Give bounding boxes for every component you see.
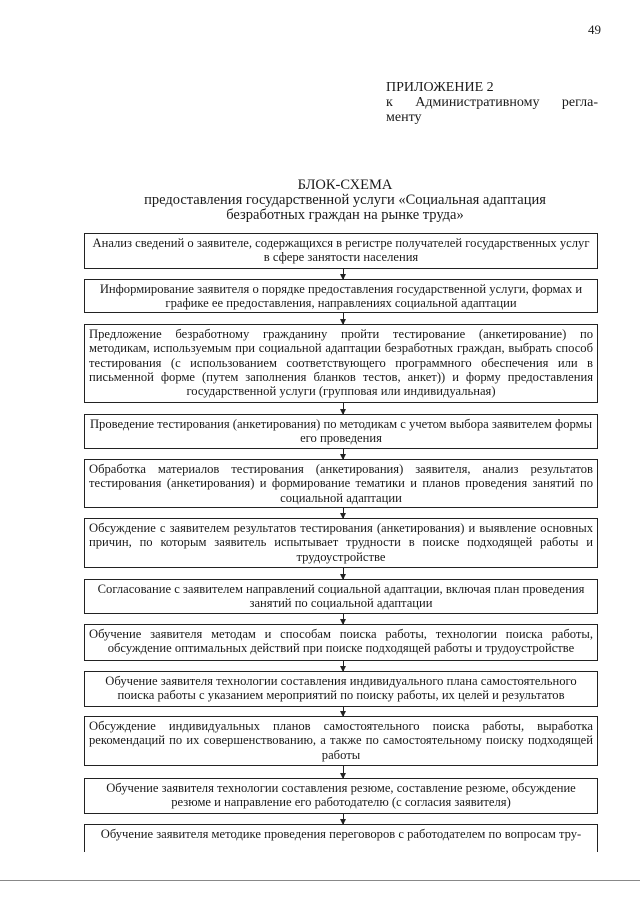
flow-arrow-4 — [343, 449, 344, 459]
appendix-title: ПРИЛОЖЕНИЕ 2 — [386, 80, 494, 95]
flow-step-8: Обучение заявителя методам и способам поиска работы, технологии поиска работы, обсуждение оптимальных действий при поиске подходящей работы и трудоустройстве — [84, 624, 598, 661]
flowchart-title: БЛОК-СХЕМА — [297, 177, 393, 193]
flow-arrow-8 — [343, 661, 344, 671]
flow-arrow-5 — [343, 508, 344, 518]
flow-step-5: Обработка материалов тестирования (анкетирования) заявителя, анализ результатов тестирования (анкетирования) и формирование тематики и планов проведения занятий по социальной адаптации — [84, 459, 598, 508]
flow-step-2: Информирование заявителя о порядке предоставления государственной услуги, формах и графике ее предоставления, направлениях социальной адаптации — [84, 279, 598, 313]
flow-step-12: Обучение заявителя методике проведения переговоров с работодателем по вопросам тру- — [84, 824, 598, 852]
flow-step-9: Обучение заявителя технологии составления индивидуального плана самостоятельного поиска работы с указанием мероприятий по поиску работы, их целей и результатов — [84, 671, 598, 707]
flow-arrow-6 — [343, 568, 344, 579]
flow-step-3: Предложение безработному гражданину пройти тестирование (анкетирование) по методикам, используемым при социальной адаптации безработных граждан, выбрать способ тестирования (с использованием соответствующего программного обеспечения или в письменной форме (путем заполнения бланков тестов, анкет)) и форму предоставления государственной услуги (групповая или индивидуальная) — [84, 324, 598, 403]
flow-arrow-1 — [343, 269, 344, 279]
page-number: 49 — [588, 22, 601, 37]
flow-arrow-10 — [343, 766, 344, 778]
flow-step-10: Обсуждение индивидуальных планов самостоятельного поиска работы, выработка рекомендаций по их совершенствованию, а также по самостоятельному поиску подходящей работы — [84, 716, 598, 766]
flow-arrow-7 — [343, 614, 344, 624]
flow-step-1: Анализ сведений о заявителе, содержащихся в регистре получателей государственных услуг в сфере занятости населения — [84, 233, 598, 269]
appendix-line-2: к Административному регла- — [386, 95, 598, 110]
flow-arrow-9 — [343, 707, 344, 716]
appendix-line-3: менту — [386, 110, 422, 125]
page-edge-line — [0, 880, 640, 881]
flowchart-subtitle: предоставления государственной услуги «Социальная адаптация безработных граждан на рынке труда» — [144, 192, 546, 223]
flow-step-7: Согласование с заявителем направлений социальной адаптации, включая план проведения занятий по социальной адаптации — [84, 579, 598, 614]
flow-step-4: Проведение тестирования (анкетирования) по методикам с учетом выбора заявителем формы его проведения — [84, 414, 598, 449]
flow-step-11: Обучение заявителя технологии составления резюме, составление резюме, обсуждение резюме и направление его работодателю (с согласия заявителя) — [84, 778, 598, 814]
flow-arrow-3 — [343, 403, 344, 414]
flow-step-6: Обсуждение с заявителем результатов тестирования (анкетирования) и выявление основных причин, по которым заявитель испытывает трудности в поиске подходящей работы и трудоустройстве — [84, 518, 598, 568]
appendix-block — [386, 80, 598, 125]
flow-arrow-2 — [343, 313, 344, 324]
flow-arrow-11 — [343, 814, 344, 824]
flowchart-heading — [130, 178, 560, 223]
